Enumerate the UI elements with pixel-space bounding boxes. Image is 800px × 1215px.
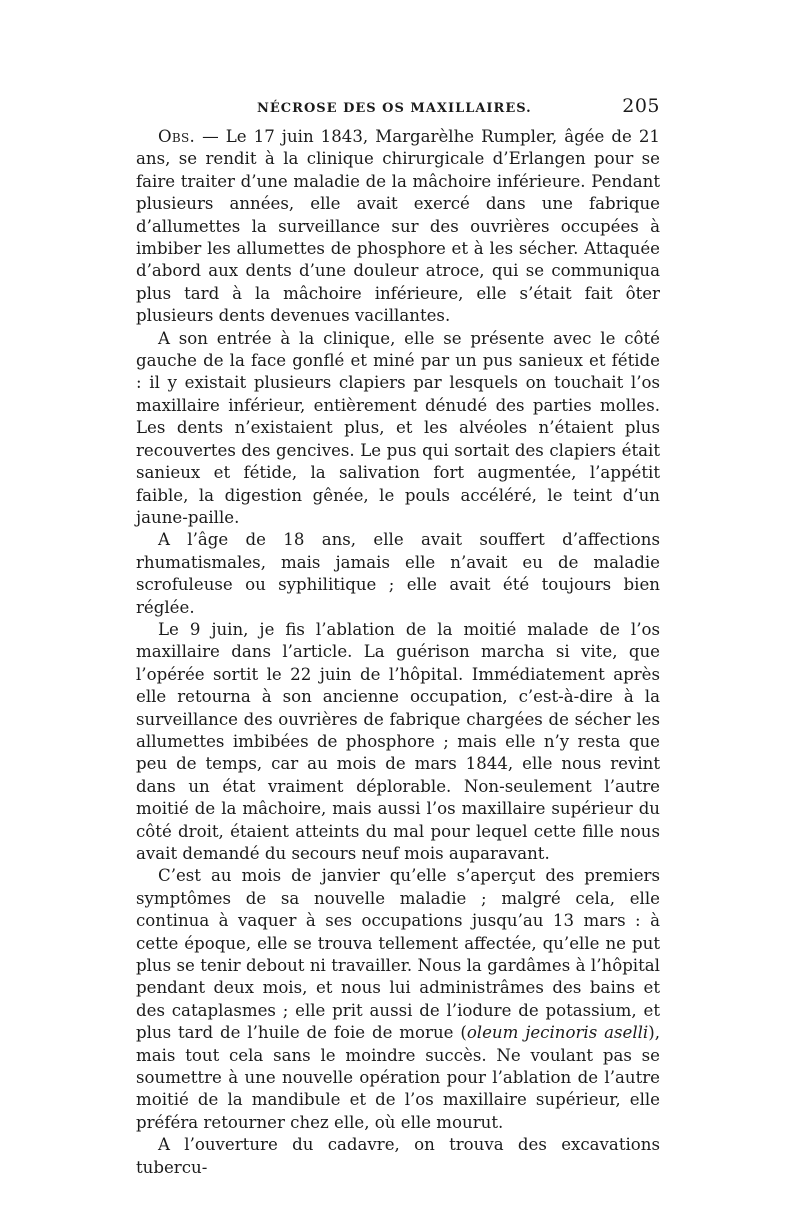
paragraph-history: A l’âge de 18 ans, elle avait souffert d’affections rhumatismales, mais jamais elle n’avait eu de maladie scrofuleuse ou syphilitique ; elle avait été toujours bien réglée. <box>136 530 660 617</box>
paragraph-observation <box>136 126 660 328</box>
paragraph-operation: Le 9 juin, je fis l’ablation de la moitié malade de l’os maxillaire dans l’article. La guérison marcha si vite, que l’opérée sortit le 22 juin de l’hôpital. Immédiatement après elle retourna à son ancienne occupation, c’est-à-dire à la surveillance des ouvrières de fabrique chargées de sécher les allumettes imbibées de phosphore ; mais elle n’y resta que peu de temps, car au mois de mars 1844, elle nous revint dans un état vraiment déplorable. Non-seulement l’autre moitié de la mâchoire, mais aussi l’os maxillaire supérieur du côté droit, étaient atteints du mal pour lequel cette fille nous avait demandé du secours neuf mois auparavant. <box>136 619 660 863</box>
paragraph-text: C’est au mois de janvier qu’elle s’aperçut des premiers symptômes de sa nouvelle maladie ; malgré cela, elle continua à vaquer à ses occupations jusqu’au 13 mars : à cette époque, elle se trouva tellement affectée, qu’elle ne put plus se tenir debout ni travailler. Nous la gardâmes à l’hôpital pendant deux mois, et nous lui administrâmes des bains et des cataplasmes ; elle prit aussi de l’iodure de potassium, et plus tard de l’huile de foie de morue ( <box>136 866 660 1043</box>
observation-label: Obs. <box>158 127 196 146</box>
paragraph-admission: A son entrée à la clinique, elle se présente avec le côté gauche de la face gonflé et miné par un pus sanieux et fétide : il y existait plusieurs clapiers par lesquels on touchait l’os maxillaire inférieur, entièrement dénudé des parties molles. Les dents n’existaient plus, et les alvéoles n’étaient plus recouvertes des gencives. Le pus qui sortait des clapiers était sanieux et fétide, la salivation fort augmentée, l’appétit faible, la digestion gênée, le pouls accéléré, le teint d’un jaune-paille. <box>136 328 660 527</box>
body-text <box>136 126 660 1179</box>
running-header <box>136 92 660 126</box>
running-title: NÉCROSE DES OS MAXILLAIRES. <box>257 101 532 116</box>
paragraph-autopsy: A l’ouverture du cadavre, on trouva des excavations tubercu- <box>136 1135 660 1177</box>
paragraph-text: — Le 17 juin 1843, Margarèlhe Rumpler, âgée de 21 ans, se rendit à la clinique chirurgicale d’Erlangen pour se faire traiter d’une maladie de la mâchoire inférieure. Pendant plusieurs années, elle avait exercé dans une fabrique d’allumettes la surveillance sur des ouvrières occupées à imbiber les allumettes de phosphore et à les sécher. Attaquée d’abord aux dents d’une douleur atroce, qui se communiqua plus tard à la mâchoire inférieure, elle s’était fait ôter plusieurs dents devenues vacillantes. <box>136 127 660 326</box>
latin-term: oleum jecinoris aselli <box>466 1023 649 1043</box>
paragraph-relapse <box>136 865 660 1134</box>
page-number: 205 <box>622 95 660 117</box>
paragraph-text: ), mais tout cela sans le moindre succès. Ne voulant pas se soumettre à une nouvelle opération pour l’ablation de l’autre moitié de la mandibule et de l’os maxillaire supérieur, elle préféra retourner chez elle, où elle mourut. <box>136 1023 660 1132</box>
book-page <box>136 92 660 1179</box>
